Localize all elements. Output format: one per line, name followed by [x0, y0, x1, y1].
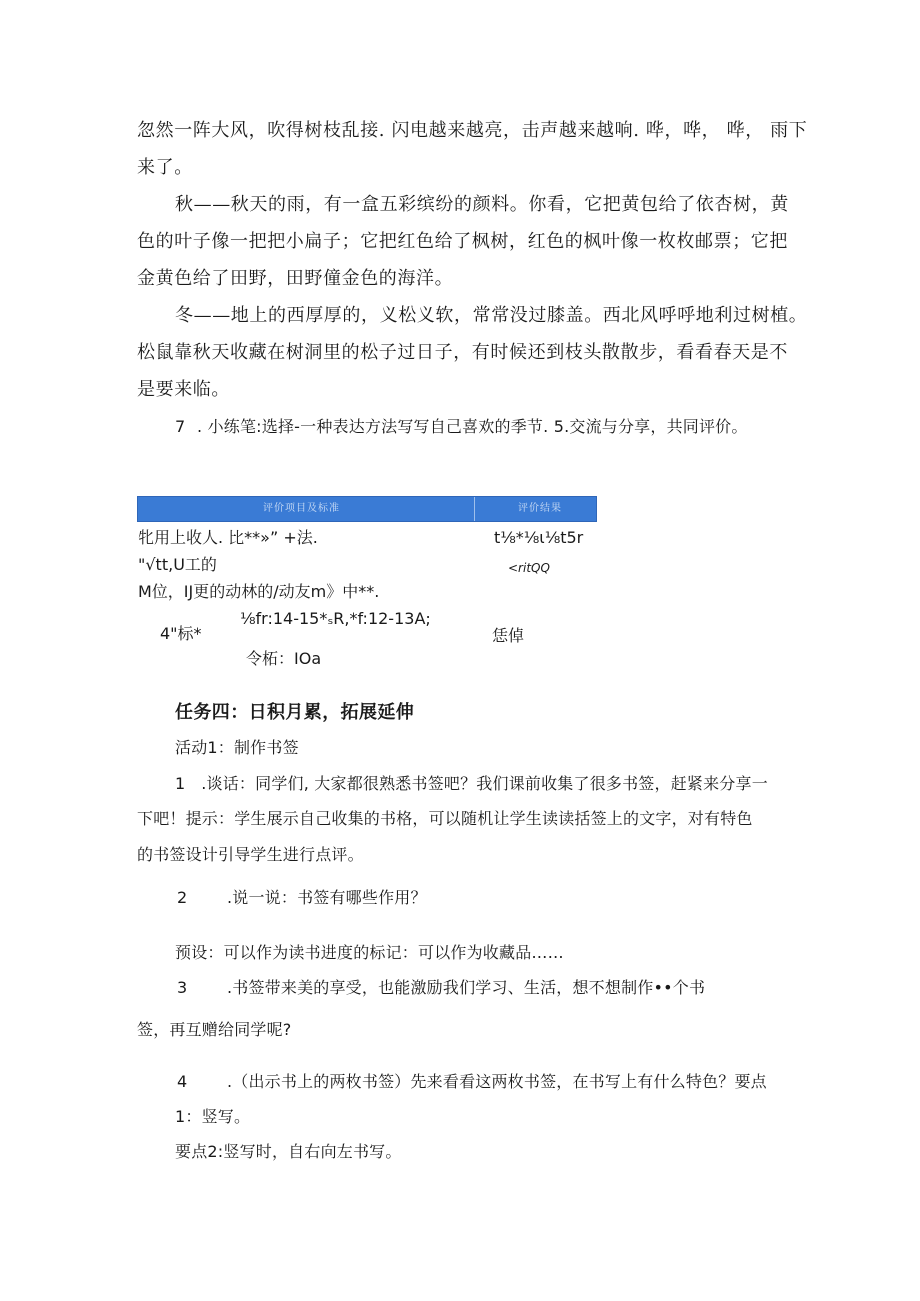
paragraph-autumn-line3: 金黄色给了田野，田野僮金色的海洋。 [137, 268, 454, 289]
item-1-line3: 的书签设计引导学生进行点评。 [137, 845, 364, 864]
paragraph-autumn-line1: 秋——秋天的雨，有一盒五彩缤纷的颜料。你看，它把黄包给了依杏树，黄 [175, 194, 789, 215]
paragraph-autumn-line2: 色的叶子像一把把小扁子；它把红色给了枫树，红色的枫叶像一枚枚邮票；它把 [137, 231, 788, 252]
item-4-line2: 1：竖写。 [175, 1107, 251, 1126]
evaluation-table-header [137, 496, 597, 522]
table-row-1-criteria: 牝用上收人. 比**»” +法. [138, 528, 318, 547]
paragraph-summer-line1: 忽然一阵大风，吹得树枝乱接. 闪电越来越亮，击声越来越响. 哗，哗， 哗， 雨下 [137, 120, 808, 141]
item-1-line2: 下吧！提示：学生展示自己收集的书格，可以随机让学生读读括签上的文字，对有特色 [137, 809, 753, 828]
table-row-4-result: 恁倬 [492, 626, 525, 645]
practice-item-text: . 小练笔:选择-一种表达方法写写自己喜欢的季节. 5.交流与分享，共同评价。 [197, 417, 748, 436]
header-criteria: 评价项目及标准 [263, 503, 340, 514]
item-4-number: 4 [177, 1072, 188, 1091]
item-3-line2: 签，再互赠给同学呢? [137, 1020, 292, 1039]
paragraph-winter-line3: 是要来临。 [137, 379, 230, 400]
table-row-1-result: t⅛*⅛ι⅛t5r [494, 528, 584, 547]
table-row-3-criteria: M位，IJ更的动林的/动友m》中**. [138, 582, 380, 601]
practice-item-number: 7 [175, 417, 186, 436]
item-3-number: 3 [177, 978, 188, 997]
paragraph-winter-line1: 冬——地上的西厚厚的，义松义软，常常没过膝盖。西北风呼呼地利过树植。 [175, 305, 808, 326]
paragraph-summer-line2: 来了。 [137, 157, 193, 178]
table-row-4-score-range: ⅛fr:14-15*ₛR,*f:12-13A; [240, 609, 431, 628]
paragraph-winter-line2: 松鼠靠秋天收藏在树洞里的松子过日子，有时候还到枝头散散步，看看春天是不 [137, 342, 788, 363]
table-row-2-criteria: "√tt,U工的 [138, 555, 217, 574]
section-title: 任务四：日积月累，拓展延伸 [175, 702, 415, 723]
item-5-text: 要点2:竖写时，自右向左书写。 [175, 1142, 402, 1161]
item-1-line1: 1 .谈话：同学们, 大家都很熟悉书签吧？我们课前收集了很多书签，赶紧来分享一 [175, 774, 768, 793]
table-row-5-criteria: 令柘：IOa [246, 649, 322, 668]
header-divider [474, 497, 475, 521]
header-result: 评价结果 [518, 503, 562, 514]
table-row-4-criteria: 4"标* [160, 624, 202, 643]
item-2-text: .说一说：书签有哪些作用？ [227, 888, 427, 907]
table-row-2-result: <ritQQ [508, 561, 550, 575]
preset-text: 预设：可以作为读书进度的标记：可以作为收藏品…… [175, 943, 564, 962]
activity-title: 活动1：制作书签 [175, 738, 299, 757]
item-3-text: .书签带来美的享受，也能激励我们学习、生活，想不想制作••个书 [227, 978, 706, 997]
item-2-number: 2 [177, 888, 188, 907]
item-4-text: .（出示书上的两枚书签）先来看看这两枚书签，在书写上有什么特色？要点 [227, 1072, 767, 1091]
